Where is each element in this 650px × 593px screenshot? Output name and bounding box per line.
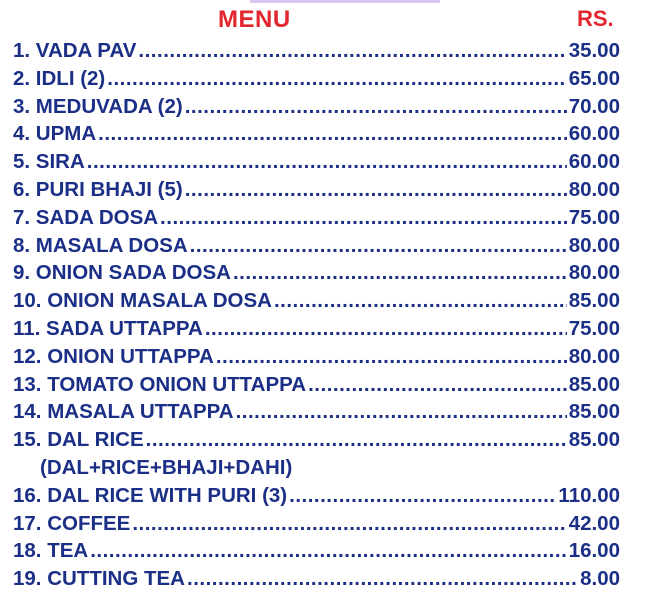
item-price: 80.00 xyxy=(568,261,620,285)
dot-leader xyxy=(289,482,556,510)
dot-leader xyxy=(90,537,566,565)
item-price: 42.00 xyxy=(568,511,620,535)
item-price: 60.00 xyxy=(568,150,620,174)
dot-leader xyxy=(190,232,567,260)
menu-item-puri-bhaji xyxy=(13,176,620,204)
menu-title: MENU xyxy=(218,6,291,33)
item-price: 65.00 xyxy=(568,66,620,90)
dot-leader xyxy=(138,37,566,65)
item-name: 2. IDLI (2) xyxy=(13,66,106,90)
dot-leader xyxy=(216,343,567,371)
item-name: 8. MASALA DOSA xyxy=(13,233,188,257)
dot-leader xyxy=(146,426,567,454)
menu-item-tomato-onion-uttappa xyxy=(13,371,620,399)
menu-item-dal-rice xyxy=(13,426,620,454)
item-price: 85.00 xyxy=(568,400,620,424)
item-name: 13. TOMATO ONION UTTAPPA xyxy=(13,372,307,396)
menu-item-sada-uttappa xyxy=(13,315,620,343)
dot-leader xyxy=(187,565,578,593)
item-name: 16. DAL RICE WITH PURI (3) xyxy=(13,483,288,507)
item-name: 18. TEA xyxy=(13,539,89,563)
item-name: 4. UPMA xyxy=(13,122,97,146)
item-name: 14. MASALA UTTAPPA xyxy=(13,400,234,424)
item-name: 3. MEDUVADA (2) xyxy=(13,94,183,118)
menu-item-sada-dosa xyxy=(13,204,620,232)
item-price: 80.00 xyxy=(568,177,620,201)
menu-item-onion-uttappa xyxy=(13,343,620,371)
menu-item-upma xyxy=(13,120,620,148)
item-price: 70.00 xyxy=(568,94,620,118)
item-price: 16.00 xyxy=(568,539,620,563)
item-name: 15. DAL RICE xyxy=(13,428,144,452)
item-name: 19. CUTTING TEA xyxy=(13,567,185,591)
dot-leader xyxy=(160,204,567,232)
dot-leader xyxy=(274,287,567,315)
item-price: 35.00 xyxy=(568,39,620,62)
dot-leader xyxy=(107,65,566,93)
dot-leader xyxy=(233,259,567,287)
item-price: 85.00 xyxy=(568,289,620,313)
menu-item-onion-sada-dosa xyxy=(13,259,620,287)
currency-heading: RS. xyxy=(577,6,614,31)
top-decorative-strip xyxy=(250,0,440,3)
menu-item-masala-uttappa xyxy=(13,398,620,426)
item-price: 60.00 xyxy=(568,122,620,146)
menu-item-coffee xyxy=(13,510,620,538)
item-price: 80.00 xyxy=(568,344,620,368)
dot-leader xyxy=(308,371,567,399)
menu-item-sira xyxy=(13,148,620,176)
item-price: 80.00 xyxy=(568,233,620,257)
menu-item-masala-dosa xyxy=(13,232,620,260)
item-name: 5. SIRA xyxy=(13,150,85,174)
menu-item-cutting-tea xyxy=(13,565,620,593)
menu-item-meduvada xyxy=(13,93,620,121)
menu-item-dal-rice-with-puri xyxy=(13,482,620,510)
menu-item-onion-masala-dosa xyxy=(13,287,620,315)
item-price: 85.00 xyxy=(568,372,620,396)
item-name: 7. SADA DOSA xyxy=(13,205,159,229)
menu-list xyxy=(13,37,620,593)
menu-header xyxy=(0,4,650,34)
item-name: 1. VADA PAV xyxy=(13,39,137,62)
item-name: 12. ONION UTTAPPA xyxy=(13,344,214,368)
item-price: 75.00 xyxy=(568,205,620,229)
item-price: 75.00 xyxy=(568,316,620,340)
item-name: 17. COFFEE xyxy=(13,511,131,535)
item-name: 11. SADA UTTAPPA xyxy=(13,316,203,340)
item-price: 8.00 xyxy=(580,567,620,591)
item-name: 6. PURI BHAJI (5) xyxy=(13,177,183,201)
item-name: 9. ONION SADA DOSA xyxy=(13,261,231,285)
dot-leader xyxy=(98,120,567,148)
dot-leader xyxy=(185,176,567,204)
item-name: 10. ONION MASALA DOSA xyxy=(13,289,272,313)
menu-item-idli xyxy=(13,65,620,93)
dot-leader xyxy=(185,93,567,121)
dot-leader xyxy=(87,148,567,176)
item-price: 110.00 xyxy=(558,483,620,507)
dal-rice-note: (DAL+RICE+BHAJI+DAHI) xyxy=(40,455,293,479)
dot-leader xyxy=(132,510,566,538)
item-price: 85.00 xyxy=(568,428,620,452)
menu-item-tea xyxy=(13,537,620,565)
dot-leader xyxy=(236,398,567,426)
dot-leader xyxy=(205,315,567,343)
menu-item-vada-pav xyxy=(13,37,620,65)
